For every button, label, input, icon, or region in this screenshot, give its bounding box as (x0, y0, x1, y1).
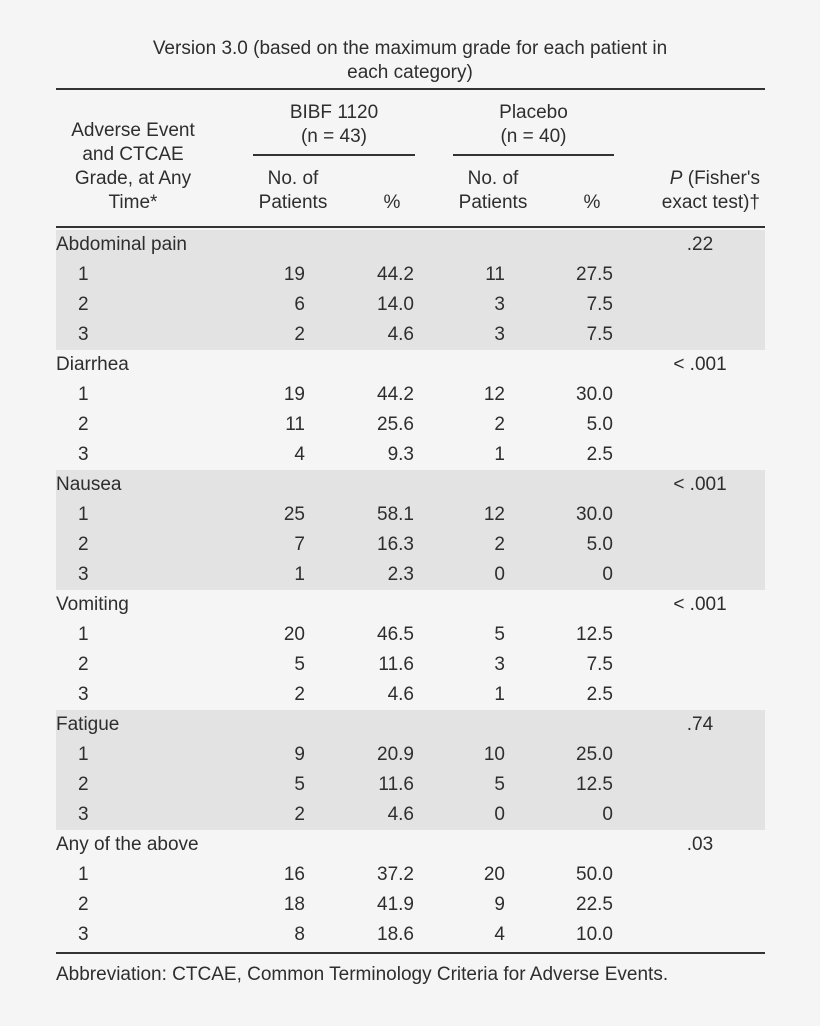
placebo-count: 1 (494, 684, 505, 705)
bibf-count: 5 (294, 774, 305, 795)
header-bibf-no (243, 167, 343, 215)
header-group-bibf (253, 101, 415, 149)
header-rule (56, 226, 765, 228)
grade-row (56, 920, 765, 950)
grade: 3 (78, 564, 89, 585)
title-line: each category) (347, 62, 473, 83)
group-rule (253, 154, 415, 156)
placebo-count: 20 (483, 864, 505, 885)
top-rule (56, 88, 765, 90)
bibf-count: 1 (294, 564, 305, 585)
event-row (56, 590, 765, 620)
placebo-count: 2 (494, 414, 505, 435)
bibf-count: 6 (294, 294, 305, 315)
header-bibf-pct: % (383, 192, 401, 213)
grade-row (56, 560, 765, 590)
bibf-count: 20 (283, 624, 305, 645)
grade-row (56, 620, 765, 650)
grade-row (56, 800, 765, 830)
group-n: (n = 40) (500, 126, 567, 147)
placebo-count: 4 (494, 924, 505, 945)
bibf-percent: 4.6 (387, 684, 414, 705)
bibf-count: 19 (283, 384, 305, 405)
p-value: < .001 (673, 474, 727, 495)
grade-row (56, 380, 765, 410)
placebo-percent: 22.5 (576, 894, 613, 915)
bibf-count: 7 (294, 534, 305, 555)
header-p-value (640, 167, 760, 215)
footnote: Abbreviation: CTCAE, Common Terminology Criteria for Adverse Events. (56, 964, 669, 985)
placebo-count: 1 (494, 444, 505, 465)
grade-row (56, 860, 765, 890)
bibf-percent: 4.6 (387, 804, 414, 825)
p-value: .74 (686, 714, 714, 735)
grade: 3 (78, 684, 89, 705)
placebo-count: 11 (485, 264, 505, 285)
placebo-percent: 50.0 (576, 864, 613, 885)
grade-row (56, 440, 765, 470)
placebo-percent: 2.5 (586, 444, 613, 465)
event-row (56, 710, 765, 740)
event-row (56, 230, 765, 260)
placebo-percent: 5.0 (586, 534, 613, 555)
placebo-count: 3 (494, 294, 505, 315)
bibf-percent: 44.2 (377, 264, 414, 285)
grade: 1 (78, 504, 89, 525)
placebo-percent: 0 (602, 564, 613, 585)
event-name: Diarrhea (56, 354, 129, 375)
event-row (56, 350, 765, 380)
placebo-count: 0 (494, 564, 505, 585)
placebo-percent: 7.5 (586, 294, 613, 315)
header-event-column (40, 119, 226, 215)
bibf-percent: 58.1 (377, 504, 414, 525)
event-row (56, 470, 765, 500)
bibf-percent: 18.6 (377, 924, 414, 945)
placebo-percent: 25.0 (576, 744, 613, 765)
grade: 3 (78, 324, 89, 345)
bibf-count: 2 (294, 684, 305, 705)
bibf-count: 4 (294, 444, 305, 465)
placebo-count: 12 (483, 384, 505, 405)
table-title (0, 37, 820, 85)
bibf-percent: 41.9 (377, 894, 414, 915)
bibf-percent: 11.6 (378, 654, 414, 675)
grade-row (56, 290, 765, 320)
grade: 3 (78, 924, 89, 945)
bibf-count: 8 (294, 924, 305, 945)
placebo-count: 10 (483, 744, 505, 765)
header-text: Adverse Event (71, 120, 195, 141)
header-text: exact test)† (661, 192, 760, 213)
placebo-percent: 30.0 (576, 504, 613, 525)
header-text: No. of (267, 168, 319, 189)
grade-row (56, 680, 765, 710)
p-value: .22 (686, 234, 714, 255)
grade: 1 (78, 864, 89, 885)
grade: 2 (78, 534, 89, 555)
grade-row (56, 530, 765, 560)
grade: 1 (78, 624, 89, 645)
grade: 2 (78, 294, 89, 315)
grade: 2 (78, 894, 89, 915)
placebo-percent: 12.5 (576, 774, 613, 795)
group-rule (453, 154, 614, 156)
bibf-percent: 25.6 (377, 414, 414, 435)
bibf-count: 11 (285, 414, 305, 435)
bibf-percent: 11.6 (378, 774, 414, 795)
title-line: Version 3.0 (based on the maximum grade for each patient in (152, 38, 668, 59)
grade: 2 (78, 774, 89, 795)
event-row (56, 830, 765, 860)
header-text: Patients (458, 192, 528, 213)
header-text: Patients (258, 192, 328, 213)
placebo-percent: 27.5 (576, 264, 613, 285)
placebo-percent: 12.5 (576, 624, 613, 645)
grade: 2 (78, 654, 89, 675)
p-symbol: P (669, 168, 683, 189)
bibf-percent: 4.6 (387, 324, 414, 345)
grade-row (56, 770, 765, 800)
placebo-count: 2 (494, 534, 505, 555)
group-name: BIBF 1120 (289, 102, 379, 123)
bibf-count: 5 (294, 654, 305, 675)
p-value: < .001 (673, 354, 727, 375)
placebo-percent: 5.0 (586, 414, 613, 435)
bibf-percent: 2.3 (387, 564, 414, 585)
header-text: Grade, at Any (74, 168, 192, 189)
grade-row (56, 500, 765, 530)
placebo-count: 12 (483, 504, 505, 525)
grade: 2 (78, 414, 89, 435)
placebo-count: 5 (494, 774, 505, 795)
table-body (56, 230, 765, 950)
bibf-percent: 44.2 (377, 384, 414, 405)
grade-row (56, 740, 765, 770)
bibf-percent: 9.3 (387, 444, 414, 465)
header-text: Time* (108, 192, 158, 213)
grade-row (56, 890, 765, 920)
placebo-count: 0 (494, 804, 505, 825)
bibf-percent: 46.5 (377, 624, 414, 645)
bibf-count: 9 (294, 744, 305, 765)
grade-row (56, 320, 765, 350)
event-name: Any of the above (56, 834, 199, 855)
header-text: (Fisher's (687, 168, 760, 189)
grade: 3 (78, 444, 89, 465)
placebo-percent: 7.5 (586, 654, 613, 675)
bibf-percent: 37.2 (377, 864, 414, 885)
grade-row (56, 260, 765, 290)
group-name: Placebo (499, 102, 568, 123)
group-n: (n = 43) (300, 126, 367, 147)
bibf-count: 18 (283, 894, 305, 915)
event-name: Nausea (56, 474, 122, 495)
bibf-percent: 20.9 (377, 744, 414, 765)
bibf-count: 2 (294, 324, 305, 345)
event-name: Abdominal pain (56, 234, 187, 255)
placebo-count: 5 (494, 624, 505, 645)
placebo-percent: 10.0 (576, 924, 613, 945)
grade-row (56, 410, 765, 440)
bibf-percent: 16.3 (377, 534, 414, 555)
grade: 1 (78, 744, 89, 765)
placebo-count: 3 (494, 654, 505, 675)
p-value: .03 (686, 834, 714, 855)
header-placebo-no (443, 167, 543, 215)
bottom-rule (56, 952, 765, 954)
placebo-percent: 2.5 (586, 684, 613, 705)
header-group-placebo (453, 101, 614, 149)
bibf-count: 2 (294, 804, 305, 825)
placebo-count: 3 (494, 324, 505, 345)
bibf-percent: 14.0 (377, 294, 414, 315)
header-placebo-pct: % (583, 192, 601, 213)
placebo-count: 9 (494, 894, 505, 915)
bibf-count: 19 (283, 264, 305, 285)
event-name: Vomiting (56, 594, 129, 615)
grade: 1 (78, 264, 89, 285)
placebo-percent: 30.0 (576, 384, 613, 405)
header-text: No. of (467, 168, 519, 189)
event-name: Fatigue (56, 714, 120, 735)
bibf-count: 25 (283, 504, 305, 525)
grade: 1 (78, 384, 89, 405)
header-text: and CTCAE (82, 144, 184, 165)
p-value: < .001 (673, 594, 727, 615)
grade-row (56, 650, 765, 680)
placebo-percent: 7.5 (586, 324, 613, 345)
bibf-count: 16 (283, 864, 305, 885)
placebo-percent: 0 (602, 804, 613, 825)
grade: 3 (78, 804, 89, 825)
